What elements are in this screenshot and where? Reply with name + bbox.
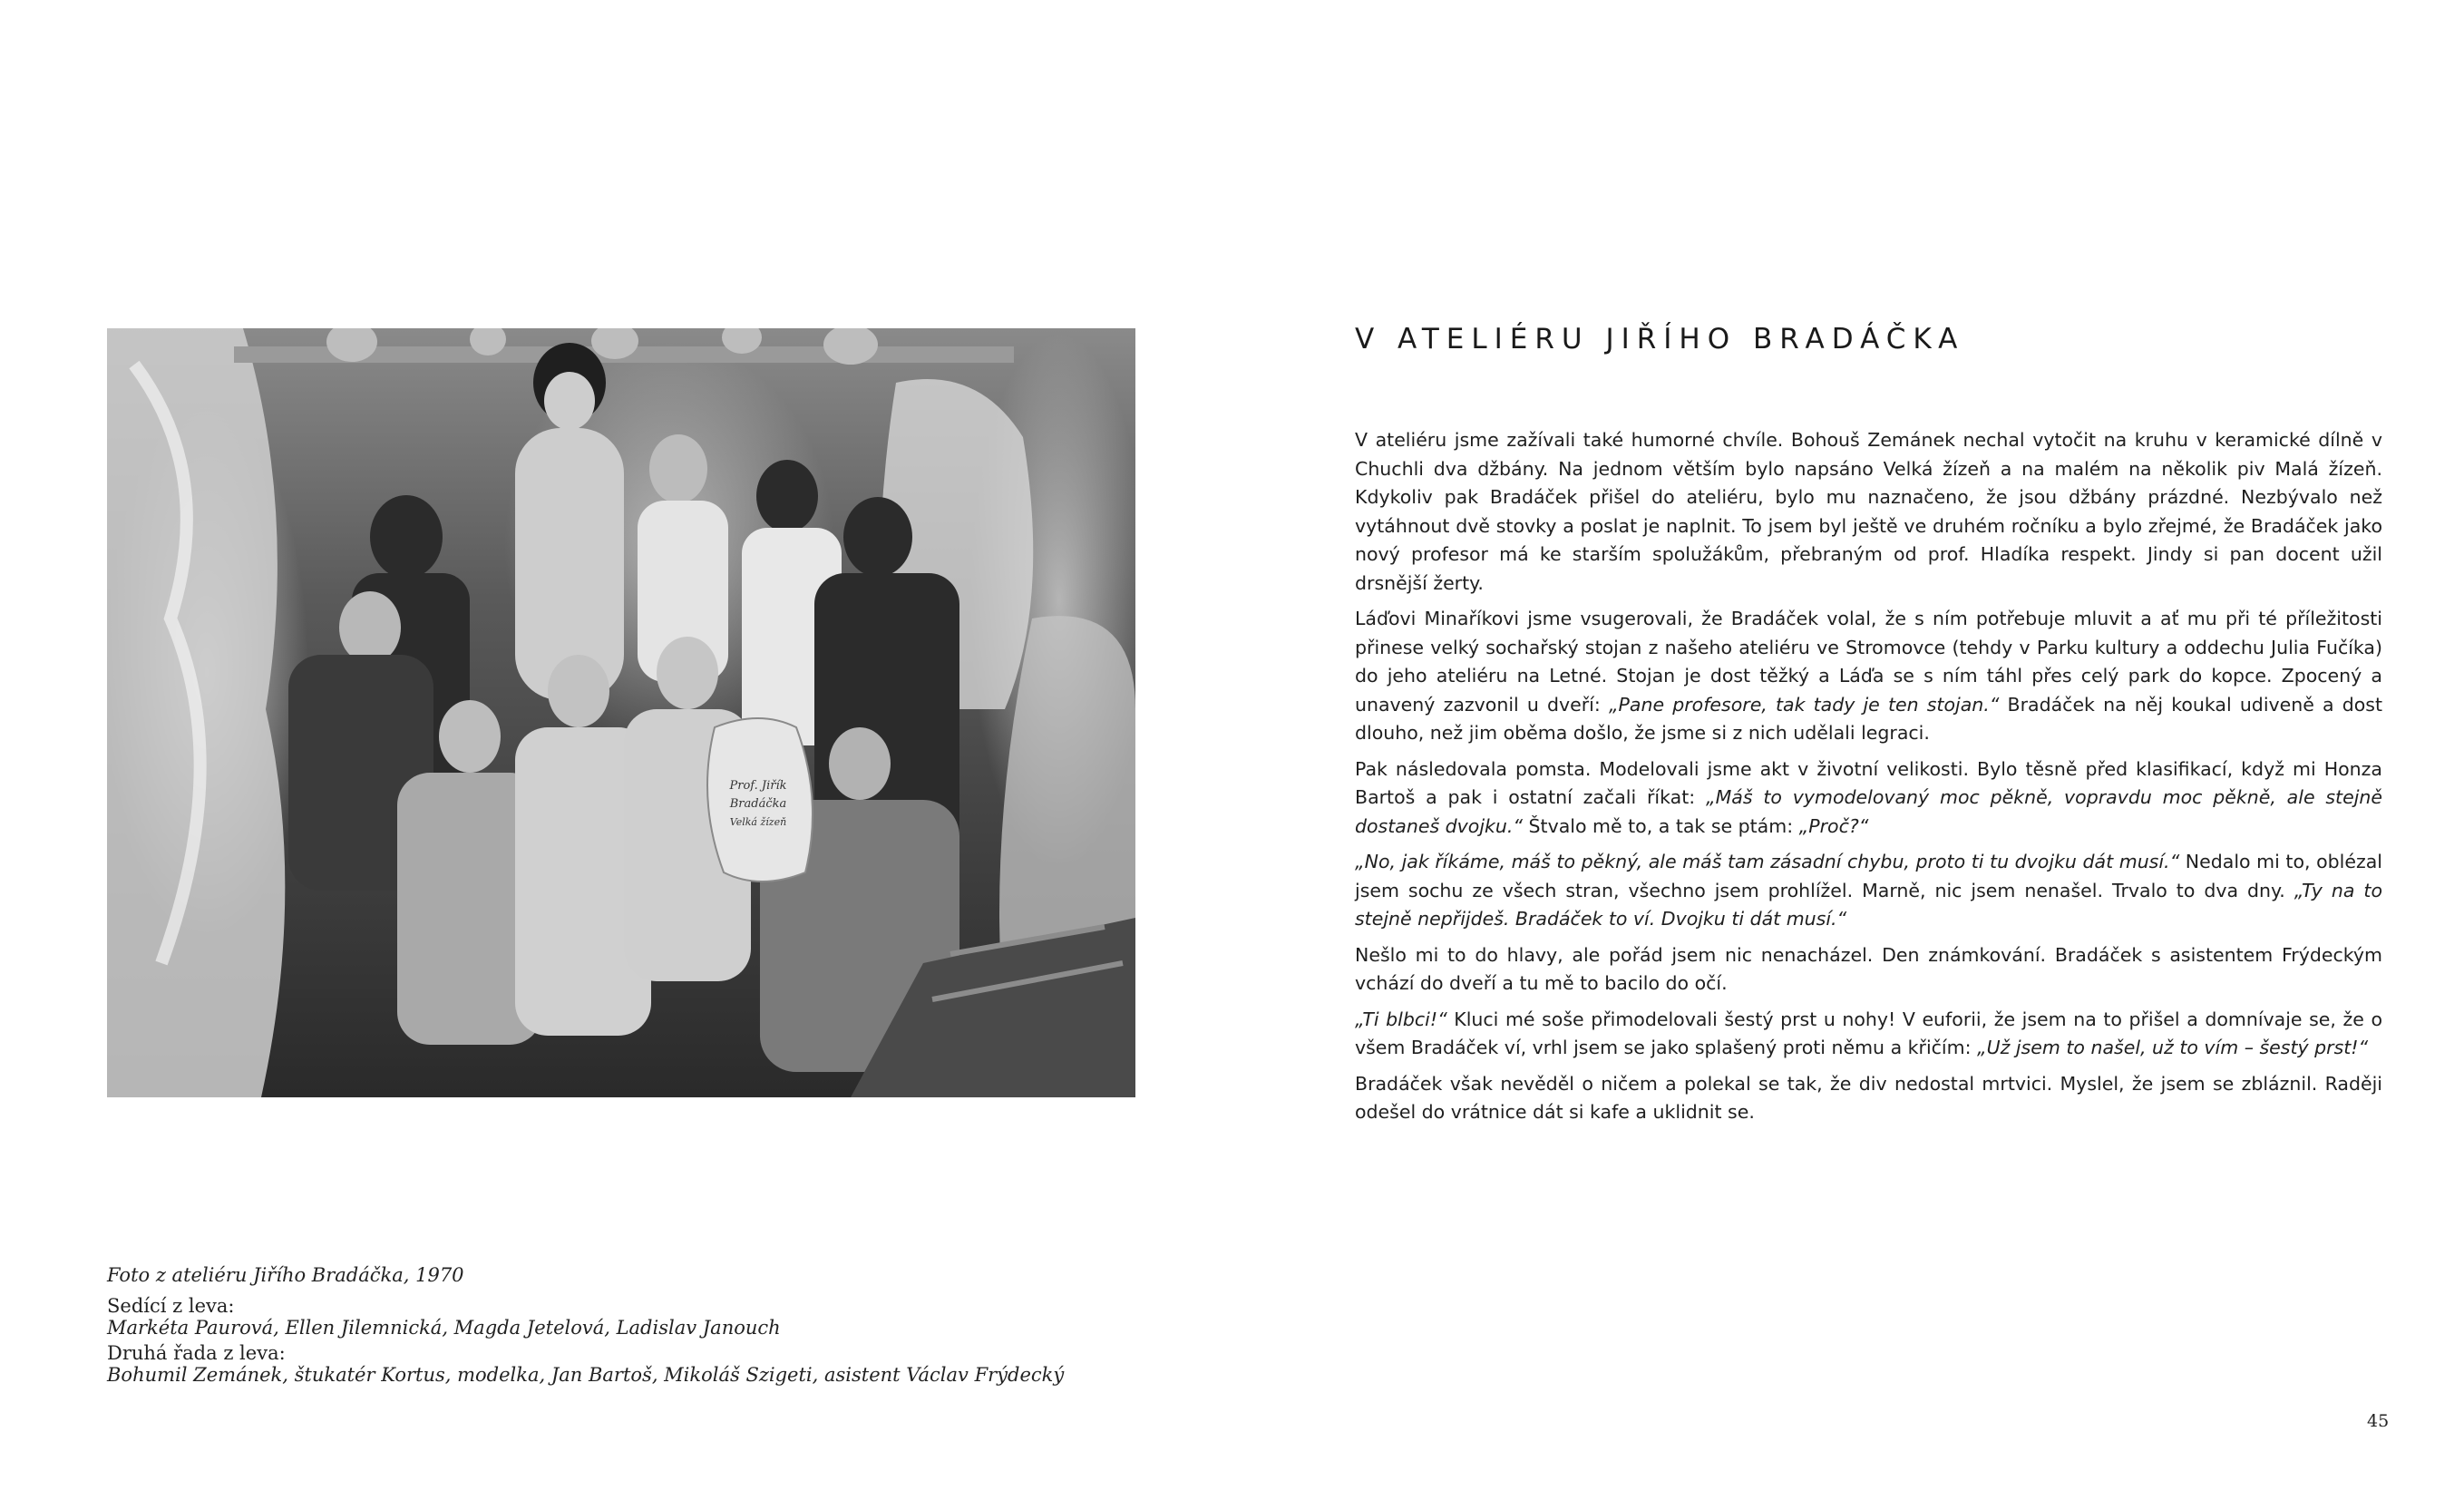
quote-text: „Už jsem to našel, už to vím – šestý prst!“ — [1977, 1037, 2369, 1058]
caption-row1-names: Markéta Paurová, Ellen Jilemnická, Magda Jetelová, Ladislav Janouch — [107, 1317, 781, 1339]
photo-illustration — [107, 328, 1135, 1097]
paragraph-text: Kluci mé soše přimodelovali šestý prst u nohy! V euforii, že jsem na to přišel a domnívaje se, že o všem Bradáček ví, vrhl jsem se jako splašený proti němu a křičím: — [1355, 1008, 2382, 1058]
article-paragraph — [1355, 1070, 2382, 1127]
quote-text: „Ti blbci!“ — [1355, 1008, 1447, 1030]
quote-text: „Proč?“ — [1798, 814, 1869, 837]
article-paragraph — [1355, 426, 2382, 598]
jug-text-line-2: Bradáčka — [729, 797, 787, 811]
jug-text-line-1: Prof. Jiřík — [729, 779, 787, 793]
caption-row1-label: Sedící z leva: — [107, 1295, 235, 1317]
paragraph-text: Nešlo mi to do hlavy, ale pořád jsem nic nenacházel. Den známkování. Bradáček s asistentem Frýdeckým vchází do dveří a tu mě to bacilo do očí. — [1355, 943, 2382, 994]
quote-text: „Máš to vymodelovaný moc pěkně, vopravdu moc pěkně, ale stejně dostaneš dvojku.“ — [1355, 786, 2383, 837]
paragraph-text: Láďovi Minaříkovi jsme vsugerovali, že Bradáček volal, že s ním potřebuje mluvit a ať mu při té příležitosti přinese velký sochařský stojan z našeho ateliéru ve Stromovce (tehdy v Parku kultury a oddechu Julia Fučíka) do jeho ateliéru na Letné. Stojan je dost těžký a Láďa se s ním táhl přes celý park do kopce. Zpocený a unavený zazvonil u dveří: — [1355, 608, 2382, 716]
article-heading: V ATELIÉRU JIŘÍHO BRADÁČKA — [1355, 323, 1965, 356]
caption-row2-names: Bohumil Zemánek, štukatér Kortus, modelka, Jan Bartoš, Mikoláš Szigeti, asistent Václav Frýdecký — [107, 1364, 1065, 1386]
paragraph-text: Pak následovala pomsta. Modelovali jsme akt v životní velikosti. Bylo těsně před klasifikací, když mi Honza Bartoš a pak i ostatní začali říkat: — [1355, 757, 2382, 808]
paragraph-text: Štvalo mě to, a tak se ptám: — [1523, 814, 1799, 837]
quote-text: „No, jak říkáme, máš to pěkný, ale máš tam zásadní chybu, proto ti tu dvojku dát musí.“ — [1355, 851, 2180, 872]
caption-row2-label: Druhá řada z leva: — [107, 1342, 286, 1364]
article-paragraph — [1355, 941, 2382, 998]
quote-text: „Ty na to stejně nepřijdeš. Bradáček to ví. Dvojku ti dát musí.“ — [1355, 879, 2382, 930]
article-paragraph — [1355, 605, 2382, 748]
page-number: 45 — [2367, 1411, 2390, 1431]
jug-text-line-3: Velká žízeň — [729, 816, 787, 828]
article-paragraph — [1355, 1006, 2382, 1063]
paragraph-text: Nedalo mi to, oblézal jsem sochu ze všech stran, všechno jsem prohlížel. Marně, nic jsem nenašel. Trvalo to dva dny. — [1355, 851, 2382, 901]
article-body — [1355, 426, 2382, 1135]
paragraph-text: Bradáček na něj koukal udiveně a dost dlouho, než jim oběma došlo, že jsme si z nich udělali legraci. — [1355, 693, 2383, 744]
photo-caption — [107, 1264, 1195, 1389]
group-photo — [107, 328, 1135, 1097]
caption-title: Foto z ateliéru Jiřího Bradáčka, 1970 — [107, 1264, 464, 1286]
article-paragraph — [1355, 755, 2382, 842]
article-paragraph — [1355, 848, 2382, 934]
quote-text: „Pane profesore, tak tady je ten stojan.“ — [1608, 693, 2000, 716]
paragraph-text: Bradáček však nevěděl o ničem a polekal se tak, že div nedostal mrtvici. Myslel, že jsem se zbláznil. Raději odešel do vrátnice dát si kafe a uklidnit se. — [1355, 1072, 2382, 1123]
paragraph-text: V ateliéru jsme zažívali také humorné chvíle. Bohouš Zemánek nechal vytočit na kruhu v keramické dílně v Chuchli dva džbány. Na jednom větším bylo napsáno Velká žízeň a na malém na několik piv Malá žízeň. Kdykoliv pak Bradáček přišel do ateliéru, bylo mu naznačeno, že jsou džbány prázdné. Nezbývalo než vytáhnout dvě stovky a poslat je naplnit. To jsem byl ještě ve druhém ročníku a bylo zřejmé, že Bradáček jako nový profesor má ke starším spolužákům, přebraným od prof. Hladíka respekt. Jindy si pan docent užil drsnější žerty. — [1355, 429, 2382, 594]
